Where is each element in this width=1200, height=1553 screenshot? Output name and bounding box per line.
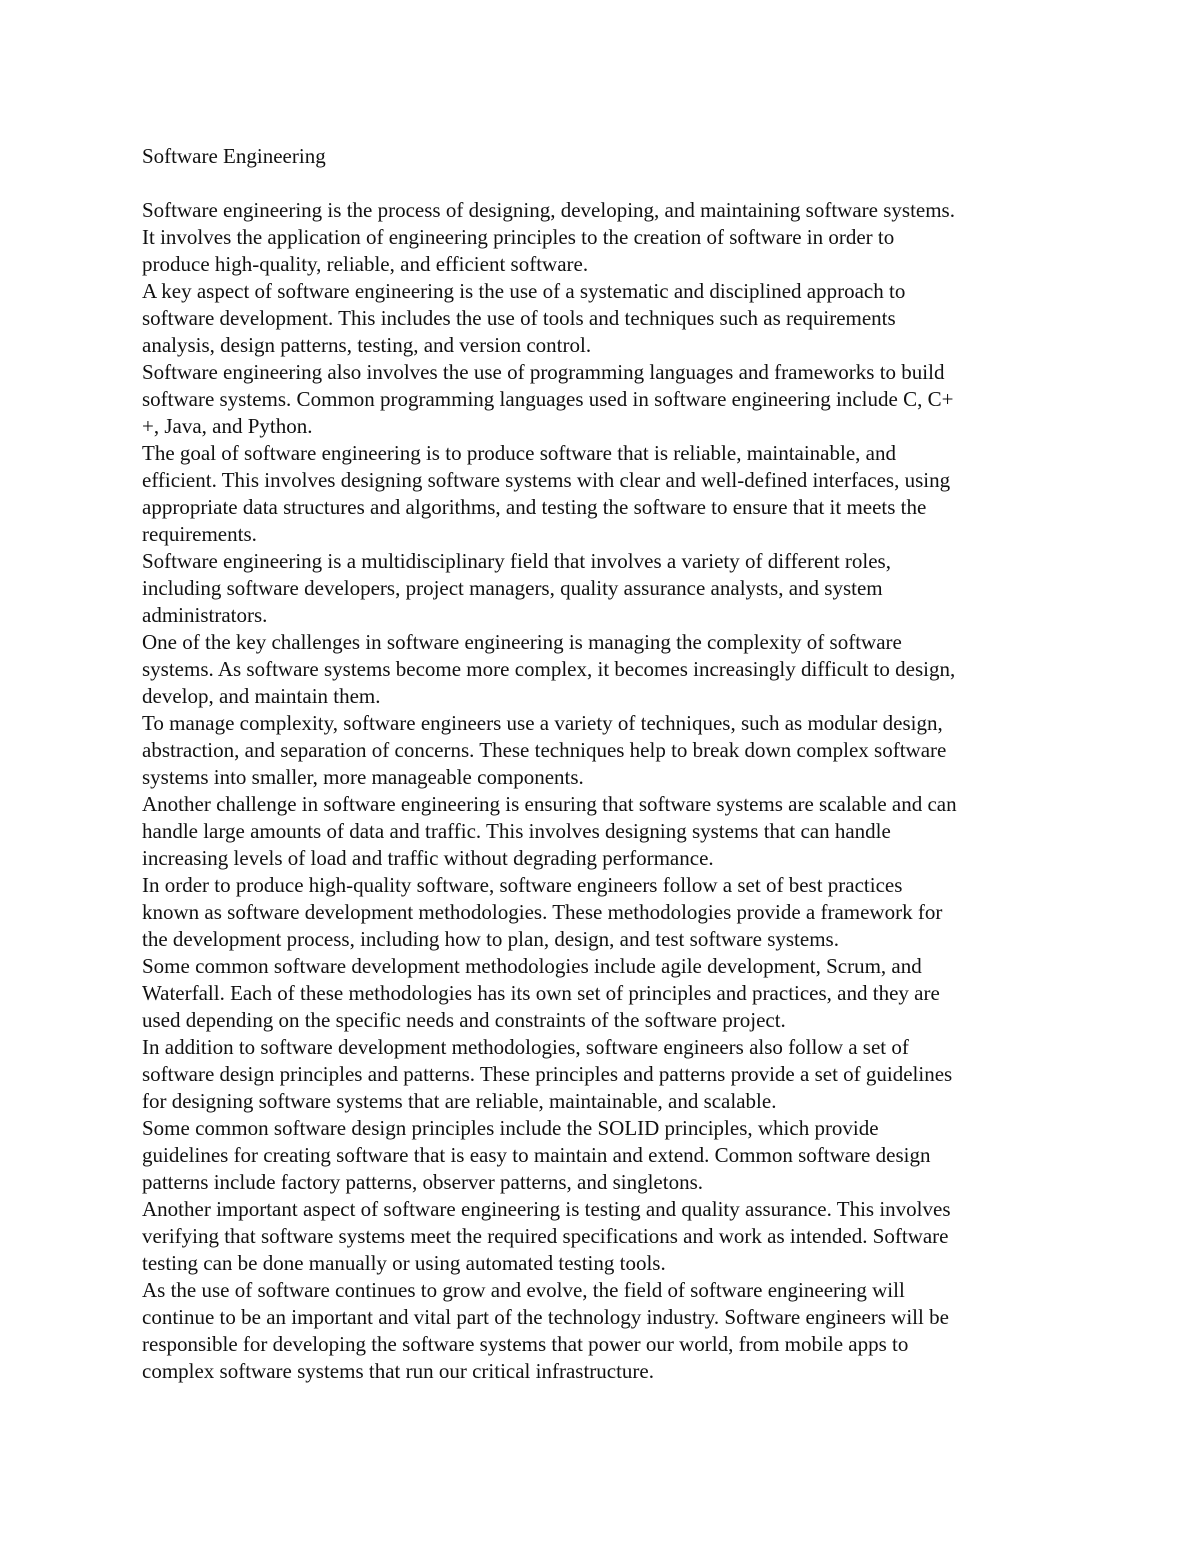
paragraph-line: Some common software design principles include the SOLID principles, which provide — [142, 1116, 879, 1140]
paragraph-line: systems into smaller, more manageable components. — [142, 765, 584, 789]
paragraph-line: develop, and maintain them. — [142, 684, 381, 708]
paragraph-line: software systems. Common programming languages used in software engineering include C, C+ — [142, 387, 954, 411]
paragraph-line: Software engineering is a multidisciplinary field that involves a variety of different roles, — [142, 549, 891, 573]
paragraph-line: produce high-quality, reliable, and efficient software. — [142, 252, 589, 276]
paragraph-line: guidelines for creating software that is easy to maintain and extend. Common software design — [142, 1143, 931, 1167]
paragraph-line: including software developers, project managers, quality assurance analysts, and system — [142, 576, 883, 600]
paragraph — [142, 440, 1072, 548]
paragraph — [142, 359, 1072, 440]
paragraph — [142, 197, 1072, 278]
paragraph-line: Software engineering also involves the use of programming languages and frameworks to build — [142, 360, 945, 384]
paragraph-line: increasing levels of load and traffic without degrading performance. — [142, 846, 714, 870]
paragraph-line: requirements. — [142, 522, 257, 546]
document-body — [142, 143, 1072, 1385]
paragraph-line: efficient. This involves designing software systems with clear and well-defined interfaces, using — [142, 468, 951, 492]
paragraph-line: software design principles and patterns. These principles and patterns provide a set of guidelines — [142, 1062, 953, 1086]
paragraph — [142, 872, 1072, 953]
paragraph-line: It involves the application of engineering principles to the creation of software in order to — [142, 225, 895, 249]
paragraph-line: One of the key challenges in software engineering is managing the complexity of software — [142, 630, 902, 654]
paragraph-line: appropriate data structures and algorithms, and testing the software to ensure that it meets the — [142, 495, 927, 519]
paragraph-line: responsible for developing the software systems that power our world, from mobile apps to — [142, 1332, 909, 1356]
paragraph-line: used depending on the specific needs and constraints of the software project. — [142, 1008, 786, 1032]
paragraph-list — [142, 197, 1072, 1385]
paragraph-line: In addition to software development methodologies, software engineers also follow a set of — [142, 1035, 909, 1059]
paragraph-line: Another important aspect of software engineering is testing and quality assurance. This involves — [142, 1197, 951, 1221]
paragraph-line: verifying that software systems meet the required specifications and work as intended. Software — [142, 1224, 949, 1248]
paragraph-line: abstraction, and separation of concerns. These techniques help to break down complex software — [142, 738, 947, 762]
paragraph — [142, 278, 1072, 359]
paragraph — [142, 791, 1072, 872]
paragraph-line: continue to be an important and vital part of the technology industry. Software engineers will be — [142, 1305, 949, 1329]
paragraph-line: known as software development methodologies. These methodologies provide a framework for — [142, 900, 943, 924]
paragraph-line: Waterfall. Each of these methodologies has its own set of principles and practices, and they are — [142, 981, 940, 1005]
paragraph-line: administrators. — [142, 603, 268, 627]
paragraph-line: for designing software systems that are reliable, maintainable, and scalable. — [142, 1089, 777, 1113]
paragraph — [142, 710, 1072, 791]
paragraph-line: To manage complexity, software engineers use a variety of techniques, such as modular design, — [142, 711, 943, 735]
paragraph-line: systems. As software systems become more complex, it becomes increasingly difficult to design, — [142, 657, 956, 681]
paragraph-line: patterns include factory patterns, observer patterns, and singletons. — [142, 1170, 703, 1194]
paragraph-line: software development. This includes the use of tools and techniques such as requirements — [142, 306, 896, 330]
paragraph-line: Another challenge in software engineering is ensuring that software systems are scalable and can — [142, 792, 957, 816]
paragraph-line: As the use of software continues to grow and evolve, the field of software engineering will — [142, 1278, 905, 1302]
paragraph-line: testing can be done manually or using automated testing tools. — [142, 1251, 666, 1275]
paragraph-line: The goal of software engineering is to produce software that is reliable, maintainable, and — [142, 441, 896, 465]
paragraph — [142, 1277, 1072, 1385]
paragraph-line: +, Java, and Python. — [142, 414, 313, 438]
paragraph — [142, 1115, 1072, 1196]
paragraph — [142, 953, 1072, 1034]
paragraph-line: analysis, design patterns, testing, and version control. — [142, 333, 592, 357]
paragraph-line: Software engineering is the process of designing, developing, and maintaining software systems. — [142, 198, 955, 222]
document-title: Software Engineering — [142, 144, 326, 168]
paragraph — [142, 1034, 1072, 1115]
paragraph — [142, 629, 1072, 710]
paragraph-line: complex software systems that run our critical infrastructure. — [142, 1359, 654, 1383]
paragraph-line: A key aspect of software engineering is the use of a systematic and disciplined approach to — [142, 279, 906, 303]
paragraph-line: handle large amounts of data and traffic. This involves designing systems that can handle — [142, 819, 891, 843]
paragraph — [142, 548, 1072, 629]
paragraph-line: In order to produce high-quality software, software engineers follow a set of best practices — [142, 873, 903, 897]
paragraph-line: Some common software development methodologies include agile development, Scrum, and — [142, 954, 922, 978]
paragraph-line: the development process, including how to plan, design, and test software systems. — [142, 927, 839, 951]
paragraph — [142, 1196, 1072, 1277]
